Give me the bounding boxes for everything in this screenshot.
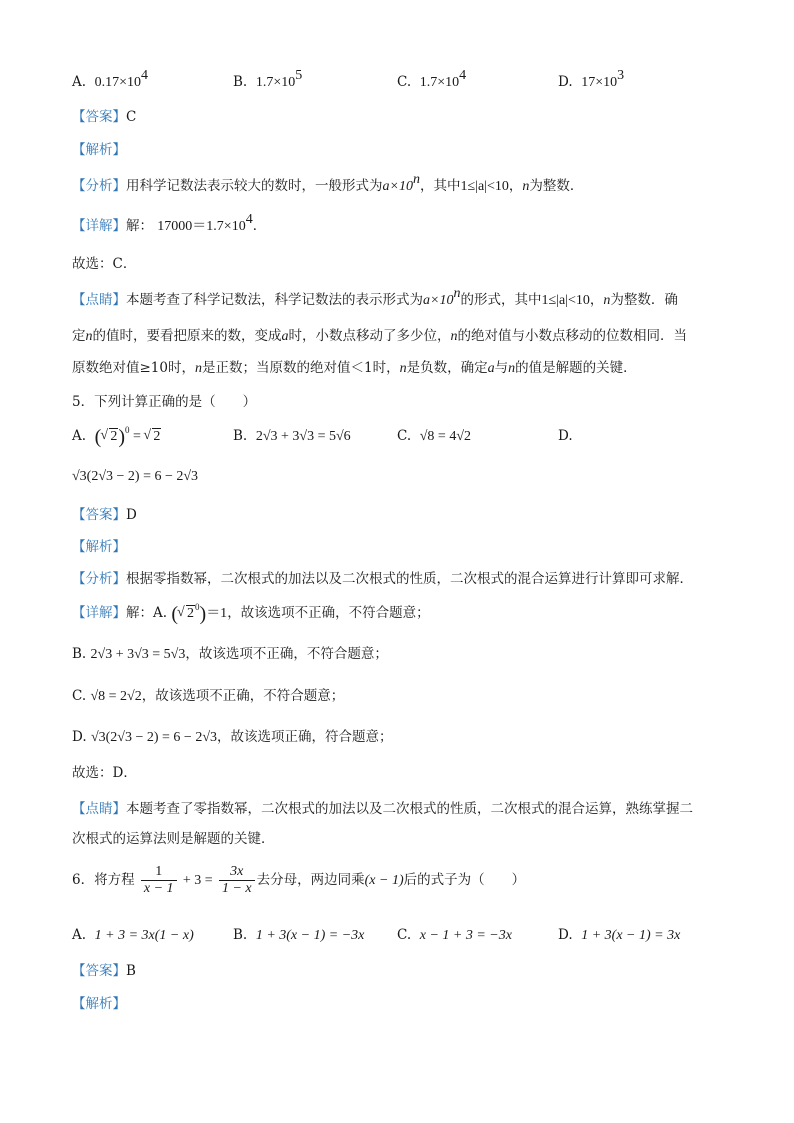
comment-text: 的绝对值与小数点移动的位数相同．当 [457,328,687,344]
option-expr: 2√3 + 3√3 = 5√6 [255,429,351,444]
option-letter: C. [397,927,412,943]
option-letter: D. [558,428,573,444]
comment-n: n [195,361,202,376]
stem-math: (x − 1) [364,873,404,888]
comment-text: 的值时，要看把原来的数，变成 [92,328,282,344]
comment-text: 是正数；当原数的绝对值＜1时， [202,360,400,376]
option-expr: 1.7×10 [419,75,460,90]
option-exp: 5 [295,68,303,83]
detail-expr: √8 = 2√2 [90,689,142,704]
option-expr: 1 + 3(x − 1) = −3x [255,928,365,943]
fenxi-text: ， [508,178,523,194]
detail-prefix: 解：A. [126,605,168,621]
option-expr: √8 = 4√2 [419,429,471,444]
comment-text: 为整数．确 [610,292,678,308]
detail-label: 【详解】 [72,605,126,621]
fenxi-exp: n [412,172,420,187]
fenxi-n: n [522,179,530,194]
comment-n: n [85,329,93,344]
option-letter: C. [397,428,412,444]
option-letter: B. [233,428,248,444]
option-letter: A. [72,428,87,444]
q6-option-a [72,925,194,946]
comment-text: 的值是解题的关键． [515,360,637,376]
q6-option-d [558,925,680,946]
comment-n: n [603,293,611,308]
q4-comment-line1 [72,286,678,311]
q4-fenxi [72,172,584,197]
comment-text: 原数绝对值≥10时， [72,360,195,376]
option-letter: D. [558,927,573,943]
q5-answer [72,505,137,525]
answer-label: 【答案】 [72,507,126,523]
comment-text: 次根式的运算法则是解题的关键． [72,831,275,847]
q4-comment-line3 [72,358,637,379]
q5-choose [72,763,137,783]
comment-n: n [399,361,407,376]
answer-value: B [126,963,136,979]
stem-math: + 3 = [182,873,213,888]
analysis-label: 【解析】 [72,539,126,555]
option-exp: 4 [141,68,149,83]
q5-comment-line1 [72,799,693,819]
detail-text: 解： [126,218,153,234]
q5-detail-a [72,603,430,624]
q4-detail [72,212,267,237]
option-expr: √3(2√3 − 2) = 6 − 2√3 [72,469,199,484]
q5-comment-line2 [72,829,275,849]
q6-option-b [233,925,364,946]
comment-label: 【点睛】 [72,292,126,308]
fraction-num: 1 [141,864,177,881]
option-letter: C. [397,74,412,90]
comment-math: a×10 [423,293,454,308]
detail-expr: (√ $2^0$) [171,606,206,621]
q5-option-c [397,426,471,447]
option-letter: A. [72,74,87,90]
comment-a: a [281,329,289,344]
detail-text: ，故该选项正确，符合题意； [217,729,393,745]
q5-fenxi [72,569,693,589]
question-stem: 后的式子为（ ） [403,872,526,888]
q5-stem [72,392,256,412]
comment-exp: n [453,286,461,301]
question-stem: 5．下列计算正确的是（ ） [72,394,257,410]
detail-text: ，故该选项不正确，不符合题意； [227,605,430,621]
option-letter: B. [233,74,248,90]
detail-expr: 2√3 + 3√3 = 5√3 [90,647,186,662]
option-expr: 0.17×10 [94,75,142,90]
q5-option-d-expr-line [72,466,198,487]
fenxi-math: a×10 [382,179,413,194]
comment-text: 本题考查了科学记数法，科学记数法的表示形式为 [126,292,423,308]
fenxi-text: 用科学记数法表示较大的数时，一般形式为 [126,178,383,194]
fenxi-range: 1≤|a|<10 [460,179,509,194]
option-expr: 1 + 3(x − 1) = 3x [581,928,681,943]
fraction-num: 3x [219,864,255,881]
q5-option-b [233,426,351,447]
q4-option-d [558,68,625,93]
option-expr: (√ 2)$^0$ = √ 2 [95,429,162,444]
detail-text: ，故该选项不正确，不符合题意； [185,646,388,662]
comment-text: 的形式，其中 [460,292,542,308]
q6-option-c [397,925,512,946]
option-expr: x − 1 + 3 = −3x [419,928,512,943]
detail-exp: 4 [245,212,253,227]
q4-option-a [72,68,149,93]
fenxi-label: 【分析】 [72,571,126,587]
q6-analysis [72,994,126,1014]
fenxi-text: ，其中 [419,178,461,194]
option-exp: 3 [617,68,625,83]
fenxi-text: 为整数． [529,178,584,194]
answer-label: 【答案】 [72,109,126,125]
q5-option-a [72,426,161,447]
q4-analysis [72,140,126,160]
comment-text: 时，小数点移动了多少位， [288,328,451,344]
q5-detail-c [72,686,344,707]
q5-detail-d [72,727,393,748]
option-letter: A. [72,927,87,943]
choose-text: 故选：D． [72,765,137,781]
detail-expr: √3(2√3 − 2) = 6 − 2√3 [90,730,217,745]
comment-n: n [450,329,458,344]
option-exp: 4 [459,68,467,83]
comment-text: 定 [72,328,86,344]
fraction-2 [219,864,255,897]
comment-range: 1≤|a|<10 [541,293,590,308]
detail-math: 17000＝1.7×10 [157,219,246,234]
q6-answer [72,961,136,981]
detail-prefix: D. [72,729,87,745]
option-expr: 1 + 3 = 3x(1 − x) [94,928,194,943]
question-stem: 6．将方程 [72,872,135,888]
fenxi-text: 根据零指数幂，二次根式的加法以及二次根式的性质，二次根式的混合运算进行计算即可求解． [126,571,693,587]
analysis-label: 【解析】 [72,142,126,158]
detail-label: 【详解】 [72,218,126,234]
detail-prefix: C. [72,688,87,704]
q4-choose [72,254,136,274]
answer-value: C [126,109,137,125]
q4-option-c [397,68,467,93]
detail-prefix: B. [72,646,87,662]
q6-stem [72,862,525,899]
fraction-den: x − 1 [143,881,174,896]
q4-comment-line2 [72,326,687,347]
answer-value: D [126,507,137,523]
comment-label: 【点睛】 [72,801,126,817]
fraction-1 [141,864,177,897]
q4-option-b [233,68,303,93]
answer-label: 【答案】 [72,963,126,979]
comment-text: ， [589,292,604,308]
option-expr: 17×10 [581,75,618,90]
option-letter: D. [558,74,573,90]
comment-text: 与 [494,360,509,376]
comment-text: 是负数，确定 [406,360,488,376]
detail-text: ． [252,218,267,234]
comment-text: 本题考查了零指数幂，二次根式的加法以及二次根式的性质，二次根式的混合运算，熟练掌握二 [126,801,693,817]
q5-analysis [72,537,126,557]
question-stem: 去分母，两边同乘 [256,872,365,888]
comment-a: a [487,361,495,376]
analysis-label: 【解析】 [72,996,126,1012]
detail-text: ，故该选项不正确，不符合题意； [141,688,345,704]
q5-detail-b [72,644,388,665]
q4-answer [72,107,136,127]
detail-result: ＝1 [206,606,228,621]
fenxi-label: 【分析】 [72,178,126,194]
fraction-den: 1 − x [221,881,252,896]
choose-text: 故选：C． [72,256,137,272]
q5-option-d [558,426,573,446]
option-expr: 1.7×10 [255,75,296,90]
option-letter: B. [233,927,248,943]
comment-n: n [508,361,516,376]
